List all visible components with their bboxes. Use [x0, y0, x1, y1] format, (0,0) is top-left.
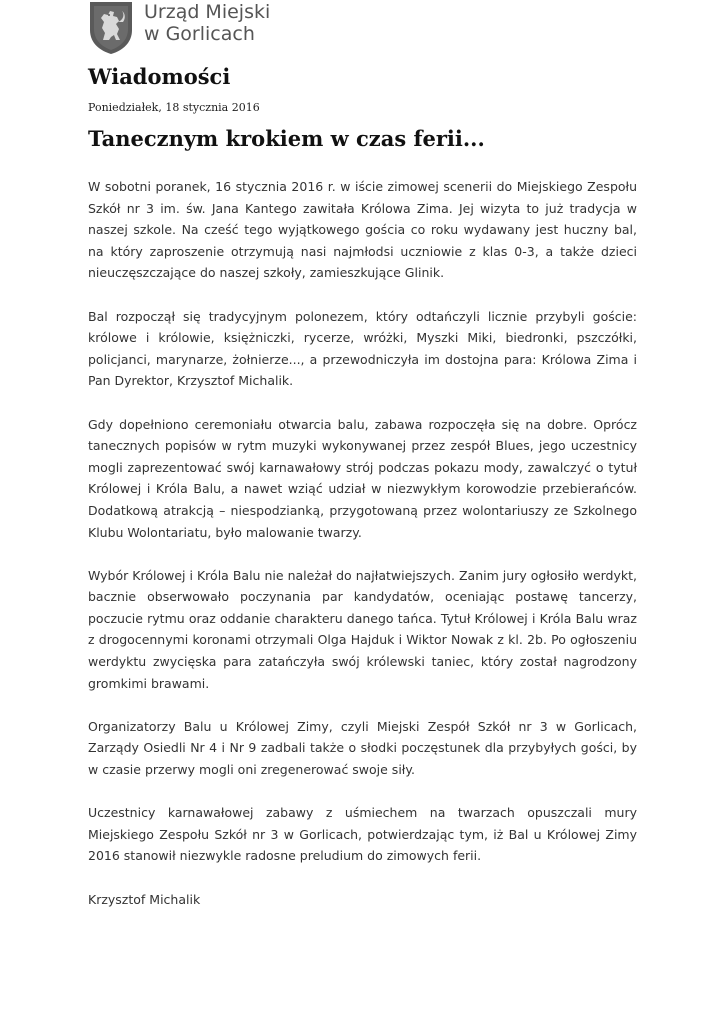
coat-of-arms-icon	[88, 0, 134, 55]
organization-name-line2: w Gorlicach	[144, 23, 255, 45]
article-body	[88, 176, 637, 932]
article-title: Tanecznym krokiem w czas ferii...	[88, 126, 485, 151]
organization-name-line1: Urząd Miejski	[144, 1, 271, 23]
article-paragraph: Uczestnicy karnawałowej zabawy z uśmiechem na twarzach opuszczali mury Miejskiego Zespołu Szkół nr 3 w Gorlicach, potwierdzając tym, iż Bal u Królowej Zimy 2016 stanowił niezwykle radosne preludium do zimowych ferii.	[88, 805, 637, 864]
article-paragraph: Wybór Królowej i Króla Balu nie należał do najłatwiejszych. Zanim jury ogłosiło werdykt, bacznie obserwowało poczynania par kandydatów, oceniając postawę tancerzy, poczucie rytmu oraz oddanie charakteru danego tańca. Tytuł Królowej i Króla Balu wraz z drogocennymi koronami otrzymali Olga Hajduk i Wiktor Nowak z kl. 2b. Po ogłoszeniu werdyktu zwycięska para zatańczyła swój królewski taniec, który został nagrodzony gromkimi brawami.	[88, 567, 637, 691]
section-title: Wiadomości	[88, 64, 231, 89]
article-paragraph: Gdy dopełniono ceremoniału otwarcia balu, zabawa rozpoczęła się na dobre. Oprócz tanecznych popisów w rytm muzyki wykonywanej przez zespół Blues, jego uczestnicy mogli zaprezentować swój karnawałowy strój podczas pokazu mody, zawalczyć o tytuł Królowej i Króla Balu, a nawet wziąć udział w niezwykłym korowodzie przebierańców. Dodatkową atrakcją – niespodzianką, przygotowaną przez wolontariuszy ze Szkolnego Klubu Wolontariatu, było malowanie twarzy.	[88, 416, 637, 540]
site-header	[88, 0, 270, 56]
article-paragraph: Bal rozpoczął się tradycyjnym polonezem, który odtańczyli licznie przybyli goście: królowe i królowie, księżniczki, rycerze, wróżki, Myszki Miki, biedronki, pszczółki, policjanci, marynarze, żołnierze..., a przewodniczyła im dostojna para: Królowa Zima i Pan Dyrektor, Krzysztof Michalik.	[88, 308, 637, 389]
article-paragraph: W sobotni poranek, 16 stycznia 2016 r. w iście zimowej scenerii do Miejskiego Zespołu Szkół nr 3 im. św. Jana Kantego zawitała Królowa Zima. Jej wizyta to już tradycja w naszej szkole. Na cześć tego wyjątkowego gościa co roku wydawany jest huczny bal, na który zaproszenie otrzymują nasi najmłodsi uczniowie z klas 0-3, a także dzieci nieuczęszczające do naszej szkoły, zamieszkujące Glinik.	[88, 179, 637, 281]
article-paragraph: Organizatorzy Balu u Królowej Zimy, czyli Miejski Zespół Szkół nr 3 w Gorlicach, Zarządy Osiedli Nr 4 i Nr 9 zadbali także o słodki poczęstunek dla przybyłych gości, by w czasie przerwy mogli oni zregenerować swoje siły.	[88, 718, 637, 778]
organization-name	[144, 1, 270, 45]
publication-date: Poniedziałek, 18 stycznia 2016	[88, 101, 260, 114]
article-author: Krzysztof Michalik	[88, 891, 201, 907]
